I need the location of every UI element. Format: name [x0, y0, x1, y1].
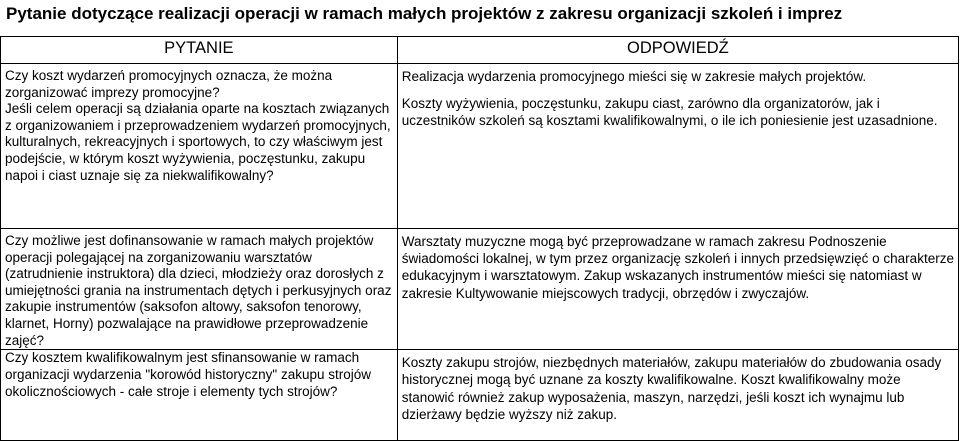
header-answer: ODPOWIEDŹ — [397, 37, 958, 64]
answer-text: Koszty wyżywienia, poczęstunku, zakupu ciast, zarówno dla organizatorów, jak i uczestników szkoleń są kosztami kwalifikowalnymi, o ile ich poniesienie jest uzasadnione. — [401, 96, 938, 129]
answer-text: Realizacja wydarzenia promocyjnego mieści się w zakresie małych projektów. — [401, 69, 867, 84]
table-row — [1, 350, 959, 441]
qa-table — [0, 36, 959, 441]
page-title: Pytanie dotyczące realizacji operacji w ramach małych projektów z zakresu organizacji szkoleń i imprez — [6, 4, 843, 23]
answer-cell — [397, 350, 958, 441]
answer-text: Koszty zakupu strojów, niezbędnych materiałów, zakupu materiałów do zbudowania osady historycznej mogą być uznane za koszty kwalifikowalne. Koszt kwalifikowalny może stanowić również zakup wyposażenia, maszyn, narzędzi, jeśli koszt ich wynajmu lub dzierżawy będzie wyższy niż zakup. — [401, 355, 942, 422]
question-text: Czy możliwe jest dofinansowanie w ramach małych projektów operacji polegającej na zorganizowaniu warsztatów (zatrudnienie instruktora) dla dzieci, młodzieży oraz dorosłych z umiejętności grania na instrumentach dętych i perkusyjnych oraz zakupie instrumentów (saksofon altowy, saksofon tenorowy, klarnet, Horny) pozwalające na prawidłowe przeprowadzenie zajęć? — [5, 233, 392, 348]
question-text: Jeśli celem operacji są działania oparte na kosztach związanych z organizowaniem i przeprowadzeniem wydarzeń promocyjnych, kulturalnych, rekreacyjnych i sportowych, to czy właściwym jest podejście, w którym koszt wyżywienia, poczęstunku, zakupu napoi i ciast uznaje się za niekwalifikowalny? — [5, 101, 391, 183]
answer-text: Warsztaty muzyczne mogą być przeprowadzane w ramach zakresu Podnoszenie świadomości lokalnej, w tym przez organizację szkoleń i innych przedsięwzięć o charakterze edukacyjnym i warsztatowym. Zakup wskazanych instrumentów mieści się natomiast w zakresie Kultywowanie miejscowych tradycji, obrzędów i zwyczajów. — [401, 234, 954, 301]
table-header-row — [1, 37, 959, 64]
question-cell — [1, 229, 398, 350]
question-text: Czy koszt wydarzeń promocyjnych oznacza, że można zorganizować imprezy promocyjne? — [5, 68, 333, 100]
header-question: PYTANIE — [1, 37, 398, 64]
question-cell — [1, 350, 398, 441]
table-row — [1, 229, 959, 350]
table-row — [1, 64, 959, 229]
question-cell — [1, 64, 398, 229]
question-text: Czy kosztem kwalifikowalnym jest sfinansowanie w ramach organizacji wydarzenia "korowód historyczny" zakupu strojów okolicznościowych - całe stroje i elementy tych strojów? — [5, 350, 371, 399]
answer-cell — [397, 229, 958, 350]
answer-cell — [397, 64, 958, 229]
